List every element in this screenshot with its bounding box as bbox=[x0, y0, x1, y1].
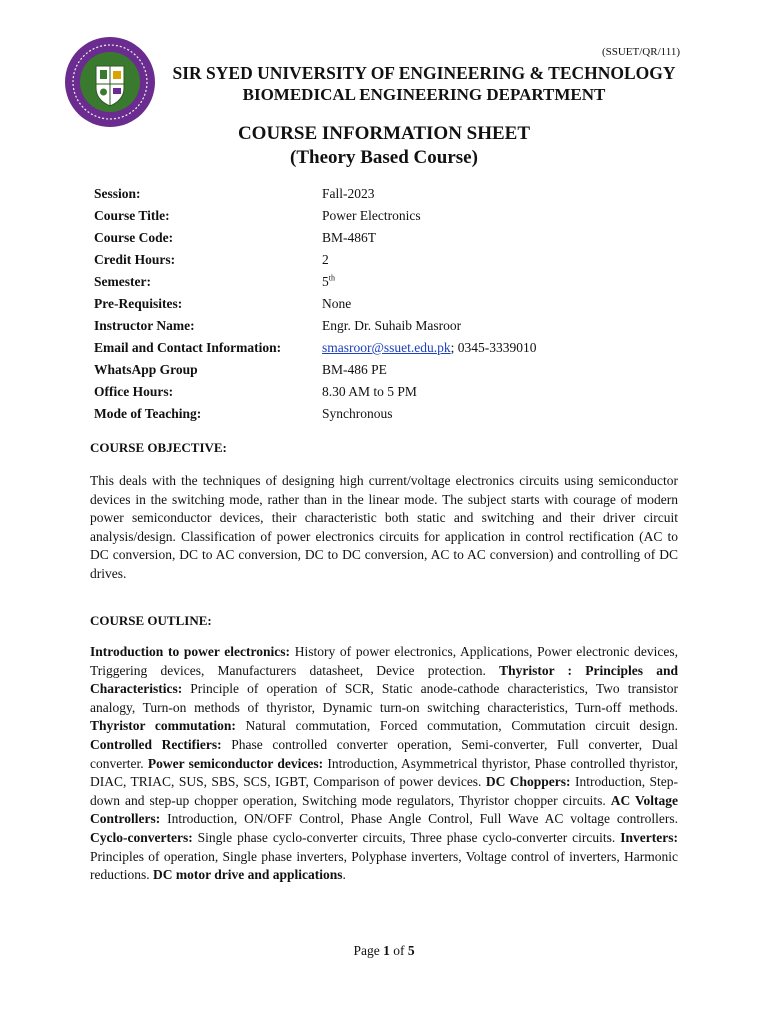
instructor-email-link[interactable]: smasroor@ssuet.edu.pk bbox=[322, 340, 451, 355]
info-row-mode bbox=[94, 404, 694, 426]
form-reference: (SSUET/QR/111) bbox=[601, 46, 680, 58]
course-objective-heading: COURSE OBJECTIVE: bbox=[90, 440, 227, 455]
mode-value: Synchronous bbox=[322, 406, 393, 421]
outline-detail-3: Natural commutation, Forced commutation, Commutation circuit design. bbox=[235, 718, 678, 734]
session-value: Fall-2023 bbox=[322, 186, 375, 201]
semester-suffix: th bbox=[328, 273, 335, 283]
credit-hours-value: 2 bbox=[322, 252, 329, 267]
outline-topic-4: Controlled Rectifiers: bbox=[90, 736, 222, 752]
course-objective-text: This deals with the techniques of designing high current/voltage electronics circuits using semiconductor devices in the switching mode, rather than in the linear mode. The subject starts with courage of modern power semiconductor devices, their characteristic both static and switching and their driver circuit analysis/design. Classification of power electronics circuits for application in control rectification (AC to DC conversion, DC to AC conversion, DC to DC conversion, AC to AC conversion) and controlling of DC drives. bbox=[90, 473, 678, 581]
outline-topic-7: AC Voltage Controllers: bbox=[90, 792, 678, 827]
page-number bbox=[0, 943, 768, 959]
prerequisites-value: None bbox=[322, 296, 352, 311]
course-outline-heading: COURSE OUTLINE: bbox=[90, 613, 212, 628]
outline-detail-4: Phase controlled converter operation, Semi-converter, Full converter, Dual converter. bbox=[90, 736, 678, 771]
outline-topic-8: Cyclo-converters: bbox=[90, 829, 193, 845]
outline-topic-9: Inverters: bbox=[620, 829, 678, 845]
outline-detail-9: Principles of operation, Single phase inverters, Polyphase inverters, Voltage control of inverters, Harmonic reductions. bbox=[90, 848, 678, 883]
page-current: 1 bbox=[383, 943, 390, 958]
university-logo bbox=[64, 36, 156, 128]
info-row-course-title bbox=[94, 206, 694, 228]
outline-detail-10: . bbox=[342, 867, 346, 883]
instructor-label: Instructor Name: bbox=[94, 318, 195, 333]
sheet-title: COURSE INFORMATION SHEET bbox=[237, 123, 531, 144]
mode-label: Mode of Teaching: bbox=[94, 406, 202, 421]
contact-value bbox=[322, 338, 537, 358]
contact-phone: ; 0345-3339010 bbox=[450, 340, 537, 355]
university-name: SIR SYED UNIVERSITY OF ENGINEERING & TECHNOLOGY bbox=[172, 63, 676, 83]
semester-value-wrap bbox=[322, 272, 335, 292]
office-hours-label: Office Hours: bbox=[94, 384, 174, 399]
info-row-contact bbox=[94, 338, 694, 360]
info-row-prerequisites bbox=[94, 294, 694, 316]
info-row-office-hours bbox=[94, 382, 694, 404]
outline-detail-1: History of power electronics, Applications, Power electronic devices, Triggering devices, Manufacturers datasheet, Device protection. bbox=[90, 644, 678, 678]
info-row-session bbox=[94, 184, 694, 206]
outline-detail-5: Introduction, Asymmetrical thyristor, Phase controlled thyristor, DIAC, TRIAC, SUS, SBS, SCS, IGBT, Comparison of power devices. bbox=[90, 755, 678, 790]
info-row-instructor bbox=[94, 316, 694, 338]
department-name: BIOMEDICAL ENGINEERING DEPARTMENT bbox=[242, 85, 606, 104]
semester-value: 5 bbox=[322, 274, 329, 289]
outline-topic-1: Introduction to power electronics: bbox=[90, 644, 291, 659]
whatsapp-label: WhatsApp Group bbox=[94, 362, 198, 377]
outline-detail-8: Single phase cyclo-converter circuits, Three phase cyclo-converter circuits. bbox=[192, 829, 621, 845]
prerequisites-label: Pre-Requisites: bbox=[94, 296, 183, 311]
sheet-subtitle: (Theory Based Course) bbox=[290, 147, 478, 168]
contact-label: Email and Contact Information: bbox=[94, 340, 282, 355]
info-row-semester bbox=[94, 272, 694, 294]
page-of: of bbox=[389, 943, 408, 958]
page-prefix: Page bbox=[353, 943, 384, 958]
course-outline-text bbox=[90, 643, 678, 885]
outline-topic-2: Thyristor : Principles and Characteristics: bbox=[90, 662, 678, 697]
outline-topic-10: DC motor drive and applications bbox=[153, 867, 343, 883]
office-hours-value: 8.30 AM to 5 PM bbox=[322, 384, 417, 399]
outline-detail-7: Introduction, ON/OFF Control, Phase Angle Control, Full Wave AC voltage controllers. bbox=[160, 811, 678, 827]
semester-label: Semester: bbox=[94, 274, 151, 289]
outline-detail-2: Principle of operation of SCR, Static anode-cathode characteristics, Two transistor analogy, Turn-on methods of thyristor, Dynamic turn-on switching characteristics, Turn-off methods. bbox=[90, 681, 678, 715]
page-total: 5 bbox=[407, 943, 415, 958]
credit-hours-label: Credit Hours: bbox=[94, 252, 176, 267]
info-row-whatsapp bbox=[94, 360, 694, 382]
course-code-label: Course Code: bbox=[94, 230, 174, 245]
whatsapp-value: BM-486 PE bbox=[322, 362, 387, 377]
outline-detail-6: Introduction, Step-down and step-up chopper operation, Switching mode regulators, Thyristor chopper circuits. bbox=[90, 774, 678, 808]
outline-topic-5: Power semiconductor devices: bbox=[147, 755, 324, 771]
course-code-value: BM-486T bbox=[322, 230, 376, 245]
session-label: Session: bbox=[94, 186, 141, 201]
course-info-table bbox=[94, 184, 694, 426]
instructor-value: Engr. Dr. Suhaib Masroor bbox=[322, 318, 462, 333]
outline-topic-6: DC Choppers: bbox=[485, 774, 571, 790]
info-row-credit-hours bbox=[94, 250, 694, 272]
outline-topic-3: Thyristor commutation: bbox=[90, 718, 236, 734]
info-row-course-code bbox=[94, 228, 694, 250]
course-title-label: Course Title: bbox=[94, 208, 170, 223]
course-title-value: Power Electronics bbox=[322, 208, 421, 223]
